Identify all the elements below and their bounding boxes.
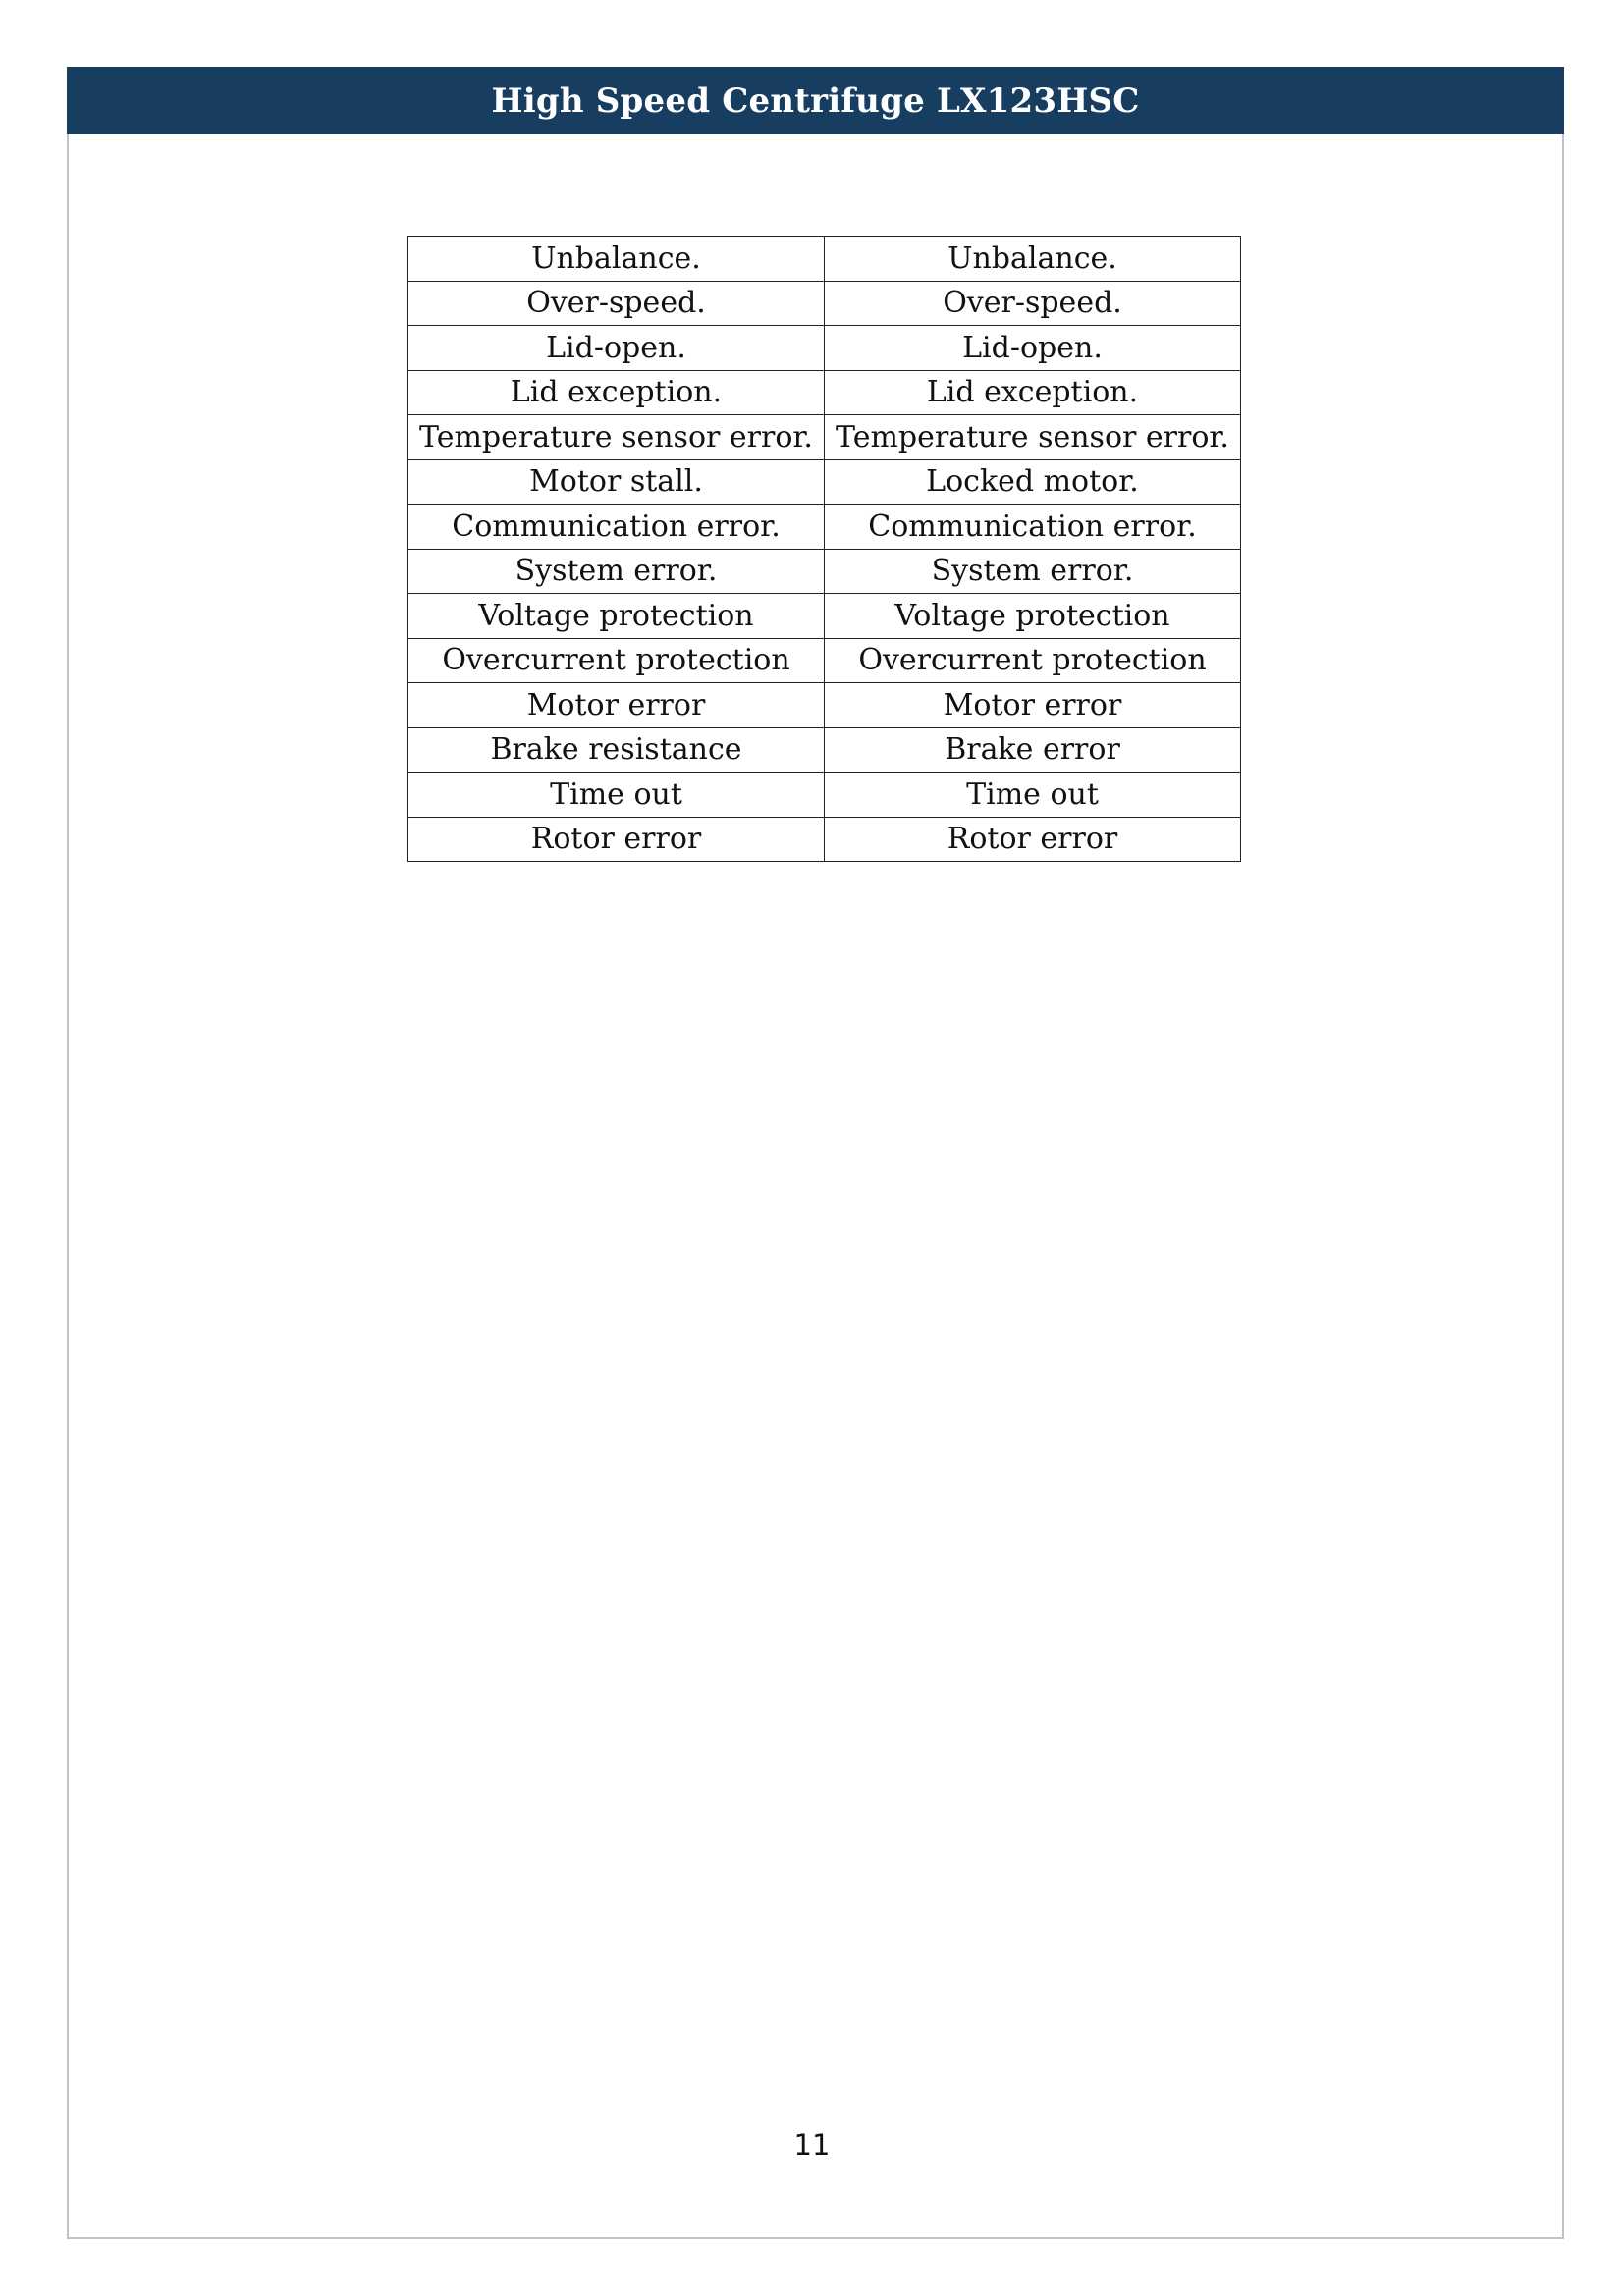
table-row: [408, 415, 1241, 460]
table-row: [408, 370, 1241, 415]
table-cell-right: Lid exception.: [825, 370, 1241, 415]
header-bar: [67, 67, 1564, 134]
table-cell-right: Communication error.: [825, 505, 1241, 550]
table-row: [408, 683, 1241, 728]
table-cell-right: Voltage protection: [825, 594, 1241, 639]
table-cell-right: Unbalance.: [825, 237, 1241, 282]
table-row: [408, 237, 1241, 282]
table-cell-left: Motor error: [408, 683, 825, 728]
table-row: [408, 594, 1241, 639]
error-code-table-body: [408, 237, 1241, 862]
table-cell-right: Over-speed.: [825, 281, 1241, 326]
table-row: [408, 326, 1241, 371]
table-row: [408, 773, 1241, 818]
table-row: [408, 638, 1241, 683]
table-cell-left: Temperature sensor error.: [408, 415, 825, 460]
table-cell-right: Brake error: [825, 727, 1241, 773]
table-cell-left: Overcurrent protection: [408, 638, 825, 683]
table-cell-right: Lid-open.: [825, 326, 1241, 371]
document-title: High Speed Centrifuge LX123HSC: [491, 80, 1140, 121]
table-cell-left: System error.: [408, 549, 825, 594]
table-row: [408, 817, 1241, 862]
table-cell-left: Unbalance.: [408, 237, 825, 282]
page-number: 11: [793, 2128, 831, 2162]
table-cell-left: Communication error.: [408, 505, 825, 550]
table-row: [408, 505, 1241, 550]
table-cell-right: Time out: [825, 773, 1241, 818]
table-cell-left: Lid-open.: [408, 326, 825, 371]
table-cell-left: Over-speed.: [408, 281, 825, 326]
table-row: [408, 549, 1241, 594]
table-cell-left: Motor stall.: [408, 459, 825, 505]
table-cell-left: Rotor error: [408, 817, 825, 862]
table-cell-right: Locked motor.: [825, 459, 1241, 505]
table-cell-left: Lid exception.: [408, 370, 825, 415]
table-cell-right: System error.: [825, 549, 1241, 594]
table-cell-right: Motor error: [825, 683, 1241, 728]
table-cell-right: Temperature sensor error.: [825, 415, 1241, 460]
table-cell-left: Voltage protection: [408, 594, 825, 639]
table-cell-right: Rotor error: [825, 817, 1241, 862]
table-row: [408, 281, 1241, 326]
error-code-table: [407, 236, 1241, 862]
table-row: [408, 459, 1241, 505]
table-cell-right: Overcurrent protection: [825, 638, 1241, 683]
table-row: [408, 727, 1241, 773]
table-cell-left: Brake resistance: [408, 727, 825, 773]
table-cell-left: Time out: [408, 773, 825, 818]
